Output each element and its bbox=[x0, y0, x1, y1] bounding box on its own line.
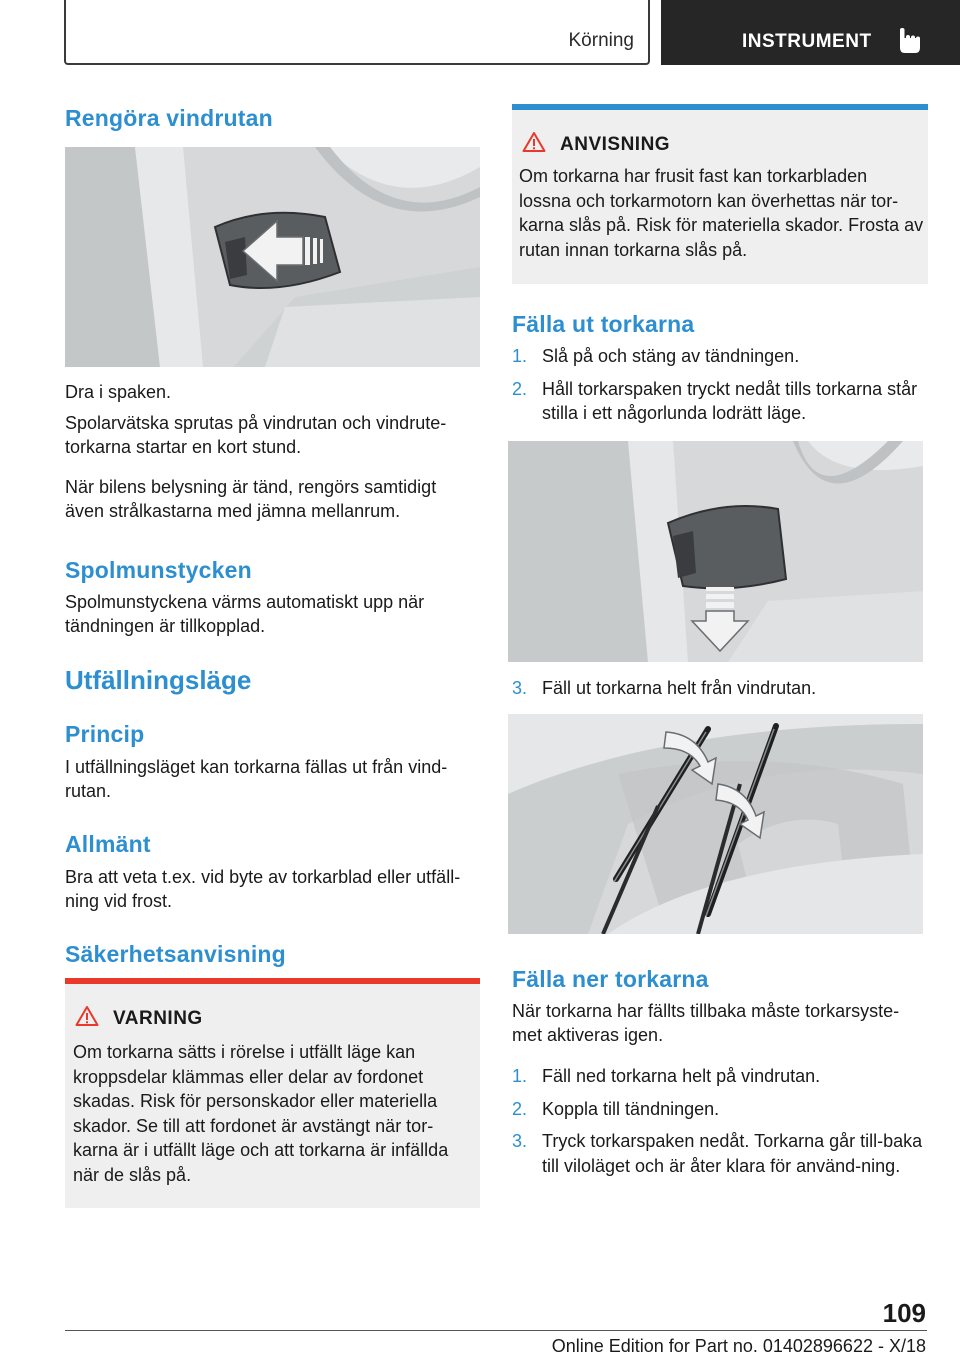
footer-divider bbox=[65, 1330, 927, 1331]
header-chapter-label: INSTRUMENT bbox=[742, 31, 872, 52]
step-number: 2. bbox=[512, 1098, 528, 1119]
step-number: 1. bbox=[512, 1066, 528, 1086]
step-number: 3. bbox=[512, 1131, 528, 1151]
general-title: Allmänt bbox=[65, 831, 151, 857]
header-section-label: Körning bbox=[568, 30, 634, 51]
warning-text: Om torkarna sätts i rörelse i utfällt läge kan kroppsdelar klämmas eller delar av fordonet skadas. Risk för personskador eller materiella skador. Se till att fordonet är avstängt när tor-karna är i utfällt läge och att torkarna är infällda när de slås på. bbox=[73, 1042, 449, 1185]
edition-footer: Online Edition for Part no. 01402896622 - X/18 bbox=[551, 1336, 926, 1356]
list-item bbox=[512, 344, 927, 369]
page-number: 109 bbox=[882, 1298, 926, 1328]
cleaning-paragraph-3: När bilens belysning är tänd, rengörs samtidigt även strålkastarna med jämna mellanrum. bbox=[65, 477, 437, 521]
notice-box bbox=[512, 104, 928, 284]
notice-label: ANVISNING bbox=[560, 134, 671, 155]
step-number: 3. bbox=[512, 678, 528, 698]
principle-title: Princip bbox=[65, 721, 145, 747]
fold-out-step-3 bbox=[512, 676, 927, 709]
cleaning-paragraph-1: Dra i spaken. bbox=[65, 382, 172, 402]
fold-down-steps bbox=[512, 1064, 927, 1186]
fold-out-steps bbox=[512, 344, 927, 434]
nozzles-paragraph: Spolmunstyckena värms automatiskt upp när tändningen är tillkopplad. bbox=[65, 592, 425, 636]
warning-bar bbox=[65, 978, 480, 984]
step-text: Håll torkarspaken tryckt nedåt tills torkarna står stilla i ett någorlunda lodrätt läge. bbox=[542, 378, 918, 423]
cleaning-paragraph-2: Spolarvätska sprutas på vindrutan och vindrute-torkarna startar en kort stund. bbox=[65, 413, 447, 457]
figure-wiper-stalk-press bbox=[508, 441, 923, 662]
fold-out-title: Fälla ut torkarna bbox=[512, 311, 695, 337]
step-text: Koppla till tändningen. bbox=[542, 1098, 720, 1119]
list-item bbox=[512, 1097, 927, 1122]
figure-wipers-folded-out bbox=[508, 714, 923, 934]
safety-title: Säkerhetsanvisning bbox=[65, 941, 286, 967]
step-text: Fäll ut torkarna helt från vindrutan. bbox=[542, 678, 817, 698]
principle-paragraph: I utfällningsläget kan torkarna fällas ut från vind-rutan. bbox=[65, 757, 448, 801]
list-item bbox=[512, 676, 927, 701]
header-section-tab bbox=[64, 0, 650, 65]
warning-box bbox=[65, 978, 480, 1208]
warning-label: VARNING bbox=[113, 1008, 203, 1029]
figure-wiper-stalk-pull bbox=[65, 147, 480, 367]
pointing-hand-icon bbox=[897, 26, 923, 54]
warning-triangle-icon bbox=[75, 1005, 99, 1027]
fold-down-intro: När torkarna har fällts tillbaka måste torkarsyste-met aktiveras igen. bbox=[512, 1001, 900, 1045]
fold-position-title: Utfällningsläge bbox=[65, 665, 252, 695]
step-text: Slå på och stäng av tändningen. bbox=[542, 346, 800, 366]
fold-down-title: Fälla ner torkarna bbox=[512, 966, 709, 992]
notice-text: Om torkarna har frusit fast kan torkarbladen lossna och torkarmotorn kan överhettas när tor-karna slås på. Risk för materiella skador. Frosta av rutan innan torkarna slås på. bbox=[519, 166, 924, 260]
notice-bar bbox=[512, 104, 928, 110]
warning-triangle-icon bbox=[522, 131, 546, 153]
step-number: 2. bbox=[512, 378, 528, 399]
list-item bbox=[512, 1129, 927, 1178]
header-chapter-tab bbox=[661, 0, 960, 65]
nozzles-title: Spolmunstycken bbox=[65, 557, 252, 583]
step-text: Tryck torkarspaken nedåt. Torkarna går till-baka till viloläget och är åter klara för använd-ning. bbox=[542, 1131, 923, 1176]
step-text: Fäll ned torkarna helt på vindrutan. bbox=[542, 1066, 821, 1086]
list-item bbox=[512, 1064, 927, 1089]
list-item bbox=[512, 377, 927, 426]
cleaning-title: Rengöra vindrutan bbox=[65, 105, 273, 131]
step-number: 1. bbox=[512, 346, 528, 366]
general-paragraph: Bra att veta t.ex. vid byte av torkarblad eller utfäll-ning vid frost. bbox=[65, 867, 461, 911]
